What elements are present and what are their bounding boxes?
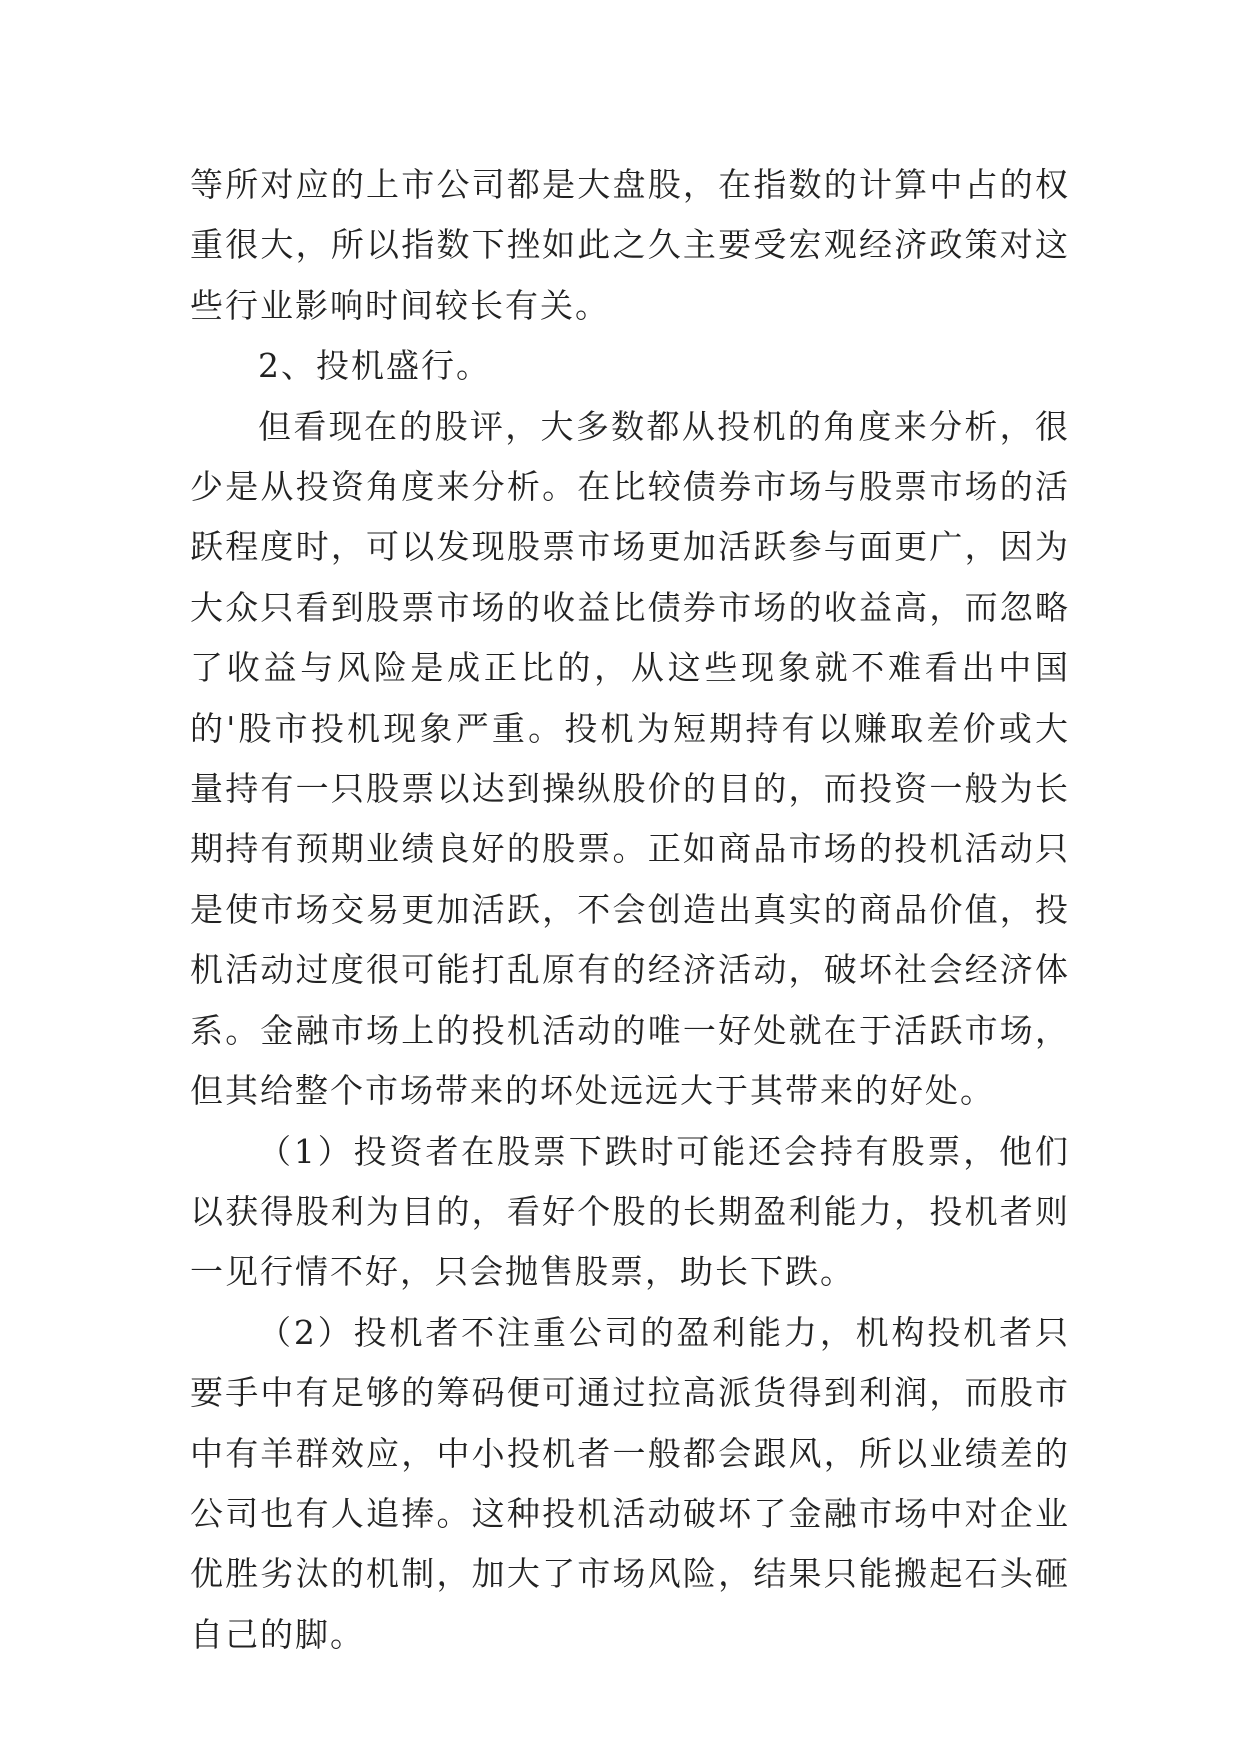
document-body <box>190 155 1070 1665</box>
paragraph-point-2: （2）投机者不注重公司的盈利能力，机构投机者只要手中有足够的筹码便可通过拉高派货得到利润，而股市中有羊群效应，中小投机者一般都会跟风，所以业绩差的公司也有人追捧。这种投机活动破坏了金融市场中对企业优胜劣汰的机制，加大了市场风险，结果只能搬起石头砸自己的脚。 <box>190 1312 1070 1654</box>
paragraph-speculation-analysis: 但看现在的股评，大多数都从投机的角度来分析，很少是从投资角度来分析。在比较债券市场与股票市场的活跃程度时，可以发现股票市场更加活跃参与面更广，因为大众只看到股票市场的收益比债券市场的收益高，而忽略了收益与风险是成正比的，从这些现象就不难看出中国的'股市投机现象严重。投机为短期持有以赚取差价或大量持有一只股票以达到操纵股价的目的，而投资一般为长期持有预期业绩良好的股票。正如商品市场的投机活动只是使市场交易更加活跃，不会创造出真实的商品价值，投机活动过度很可能打乱原有的经济活动，破坏社会经济体系。金融市场上的投机活动的唯一好处就在于活跃市场，但其给整个市场带来的坏处远远大于其带来的好处。 <box>190 406 1070 1111</box>
paragraph-heading-speculation: 2、投机盛行。 <box>258 346 491 386</box>
paragraph-continuation: 等所对应的上市公司都是大盘股，在指数的计算中占的权重很大，所以指数下挫如此之久主要受宏观经济政策对这些行业影响时间较长有关。 <box>190 165 1070 325</box>
paragraph-point-1: （1）投资者在股票下跌时可能还会持有股票，他们以获得股利为目的，看好个股的长期盈利能力，投机者则一见行情不好，只会抛售股票，助长下跌。 <box>190 1131 1070 1292</box>
